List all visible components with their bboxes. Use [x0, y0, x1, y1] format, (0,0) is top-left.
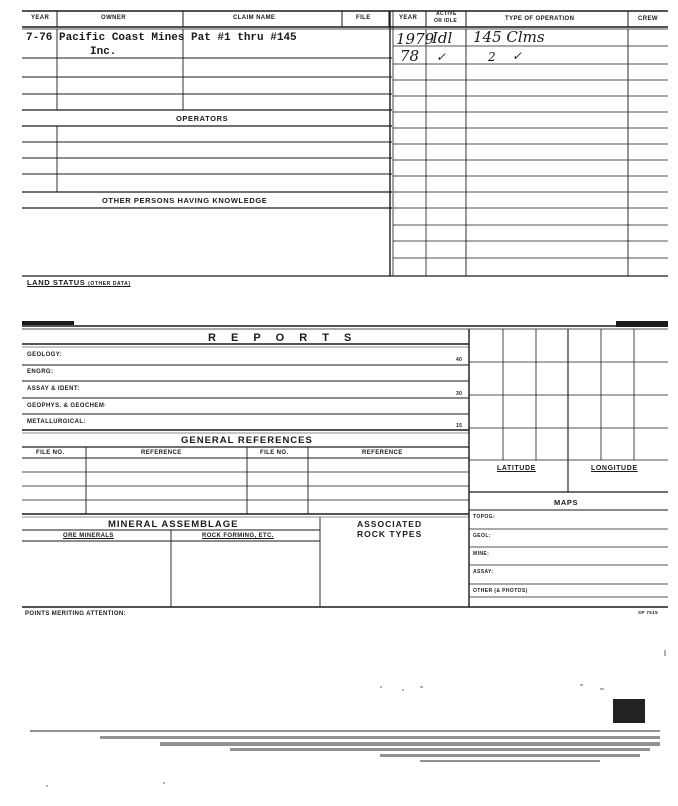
- report-metallurgical-num: 15: [456, 423, 463, 429]
- hand-type-2: 2: [488, 50, 496, 64]
- hand-type-1: 145 Clms: [473, 28, 545, 46]
- other-persons-title: OTHER PERSONS HAVING KNOWLEDGE: [102, 196, 268, 205]
- longitude-label: LONGITUDE: [591, 465, 638, 472]
- header-owner: OWNER: [101, 15, 126, 21]
- associated-label: ASSOCIATED: [357, 519, 423, 529]
- report-geology-num: 40: [456, 357, 463, 363]
- report-engrg-label: ENGRG:: [27, 369, 54, 375]
- maps-geol: GEOL:: [473, 533, 491, 539]
- land-status-title: LAND STATUS (OTHER DATA): [27, 278, 131, 287]
- maps-other: OTHER (& PHOTOS): [473, 588, 528, 594]
- header-or-idle: OR IDLE: [434, 18, 458, 24]
- rock-forming-label: ROCK FORMING, ETC.: [202, 533, 274, 539]
- gr-reference-2: REFERENCE: [362, 450, 403, 456]
- gr-file-no-1: FILE NO.: [36, 450, 65, 456]
- hand-year-1: 1979: [396, 30, 435, 48]
- header-claim-name: CLAIM NAME: [233, 15, 276, 21]
- mineral-assemblage-title: MINERAL ASSEMBLAGE: [108, 519, 239, 530]
- hand-year-2: 78: [400, 47, 420, 65]
- points-meriting-attention: POINTS MERITING ATTENTION:: [25, 611, 127, 617]
- gr-file-no-2: FILE NO.: [260, 450, 289, 456]
- report-metallurgical-label: METALLURGICAL:: [27, 419, 86, 425]
- hand-check-2: ✓: [512, 49, 523, 63]
- rock-types-label: ROCK TYPES: [357, 529, 423, 539]
- reports-title: R E P O R T S: [208, 332, 358, 344]
- header-type-of-operation: TYPE OF OPERATION: [505, 16, 575, 22]
- header-year: YEAR: [31, 15, 50, 21]
- header-active: ACTIVE: [436, 11, 457, 17]
- hand-status-1: Idl: [432, 29, 453, 47]
- maps-title: MAPS: [554, 498, 579, 507]
- typed-claim-entry: 7-76 Pacific Coast Mines Pat #1 thru #145: [26, 32, 297, 44]
- hand-status-2: ✓: [436, 50, 447, 64]
- report-assay-label: ASSAY & IDENT:: [27, 386, 80, 392]
- ore-minerals-label: ORE MINERALS: [63, 533, 114, 539]
- report-geology-label: GEOLOGY:: [27, 352, 63, 358]
- form-number: SP 7515: [638, 610, 658, 615]
- report-geophys-label: GEOPHYS. & GEOCHEM·: [27, 403, 107, 409]
- report-assay-num: 30: [456, 391, 463, 397]
- header-act-year: YEAR: [399, 15, 418, 21]
- operators-title: OPERATORS: [176, 114, 229, 123]
- typed-owner-continued: Inc.: [90, 46, 117, 58]
- maps-assay: ASSAY:: [473, 569, 494, 575]
- header-crew: CREW: [638, 16, 658, 22]
- maps-topog: TOPOG:: [473, 514, 496, 520]
- general-references-title: GENERAL REFERENCES: [181, 435, 313, 446]
- latitude-label: LATITUDE: [497, 465, 536, 472]
- gr-reference-1: REFERENCE: [141, 450, 182, 456]
- header-file: FILE: [356, 15, 371, 21]
- maps-mine: MINE:: [473, 551, 490, 557]
